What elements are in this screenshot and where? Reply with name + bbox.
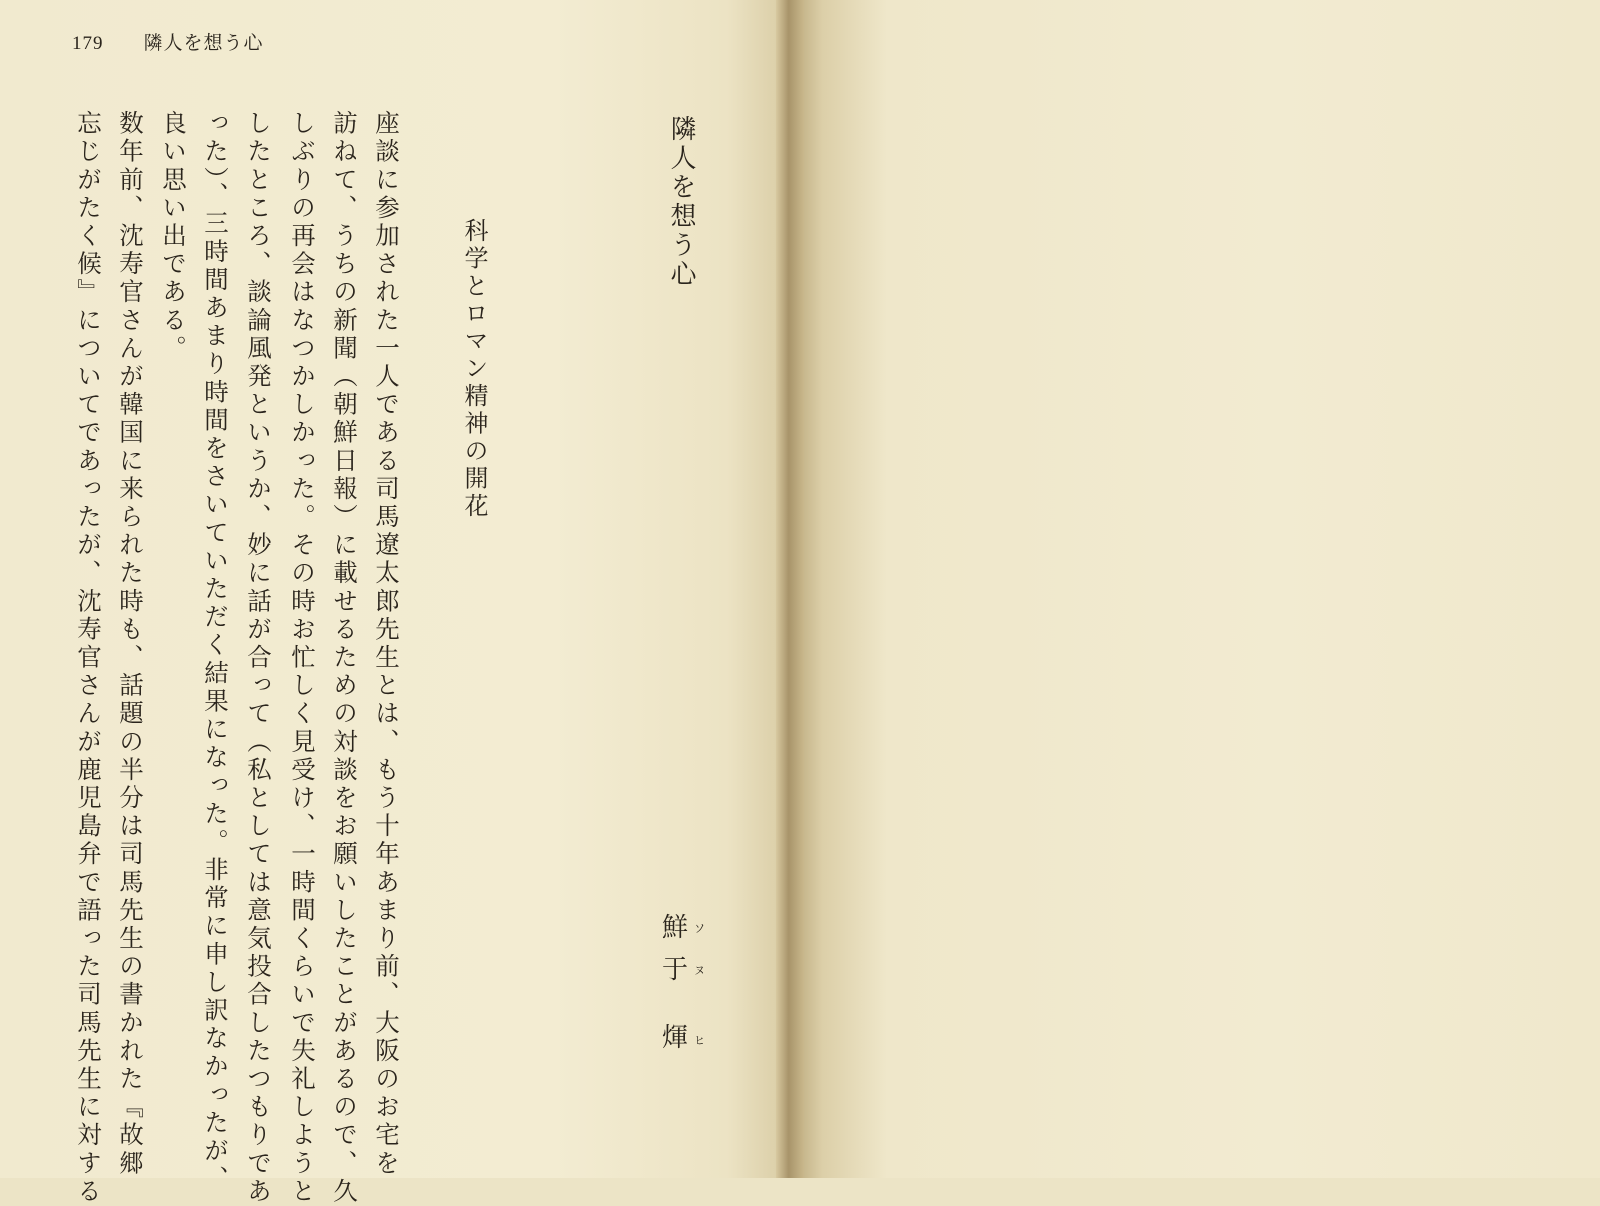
book-gutter xyxy=(776,0,804,1178)
running-head xyxy=(72,28,264,55)
essay-subtitle: 科学とロマン精神の開花 xyxy=(460,218,488,521)
author-ruby-2: ヌ xyxy=(694,964,705,977)
author-ruby-3: ヒ xyxy=(694,1034,705,1047)
left-page xyxy=(0,0,790,1206)
author-char-3: 煇 xyxy=(662,1023,689,1053)
author-char-2: 于 xyxy=(662,955,689,985)
body-line-4: したところ、談論風発というか、妙に話が合って（私としては意気投合したつもりであ xyxy=(244,110,273,1206)
author-char-1: 鮮 xyxy=(662,913,689,943)
body-line-2: 訪ねて、うちの新聞（朝鮮日報）に載せるための対談をお願いしたことがあるので、久 xyxy=(330,110,359,1206)
author-ruby-1: ソ xyxy=(694,922,705,935)
body-line-3: しぶりの再会はなつかしかった。その時お忙しく見受け、一時間くらいで失礼しようと xyxy=(288,110,317,1206)
right-page-blank xyxy=(790,0,1600,1178)
running-head-title: 隣人を想う心 xyxy=(143,32,264,54)
chapter-title: 隣人を想う心 xyxy=(666,115,696,289)
body-line-7: 数年前、沈寿官さんが韓国に来られた時も、話題の半分は司馬先生の書かれた『故郷 xyxy=(116,110,145,1178)
body-line-6: 良い思い出である。 xyxy=(159,110,188,363)
body-line-8: 忘じがたく候』についてであったが、沈寿官さんが鹿児島弁で語った司馬先生に対する xyxy=(74,110,103,1206)
page-number: 179 xyxy=(72,33,104,54)
body-line-1: 座談に参加された一人である司馬遼太郎先生とは、もう十年あまり前、大阪のお宅を xyxy=(372,110,401,1178)
body-line-5: った）、三時間あまり時間をさいていただく結果になった。非常に申し訳なかったが、 xyxy=(201,110,230,1194)
